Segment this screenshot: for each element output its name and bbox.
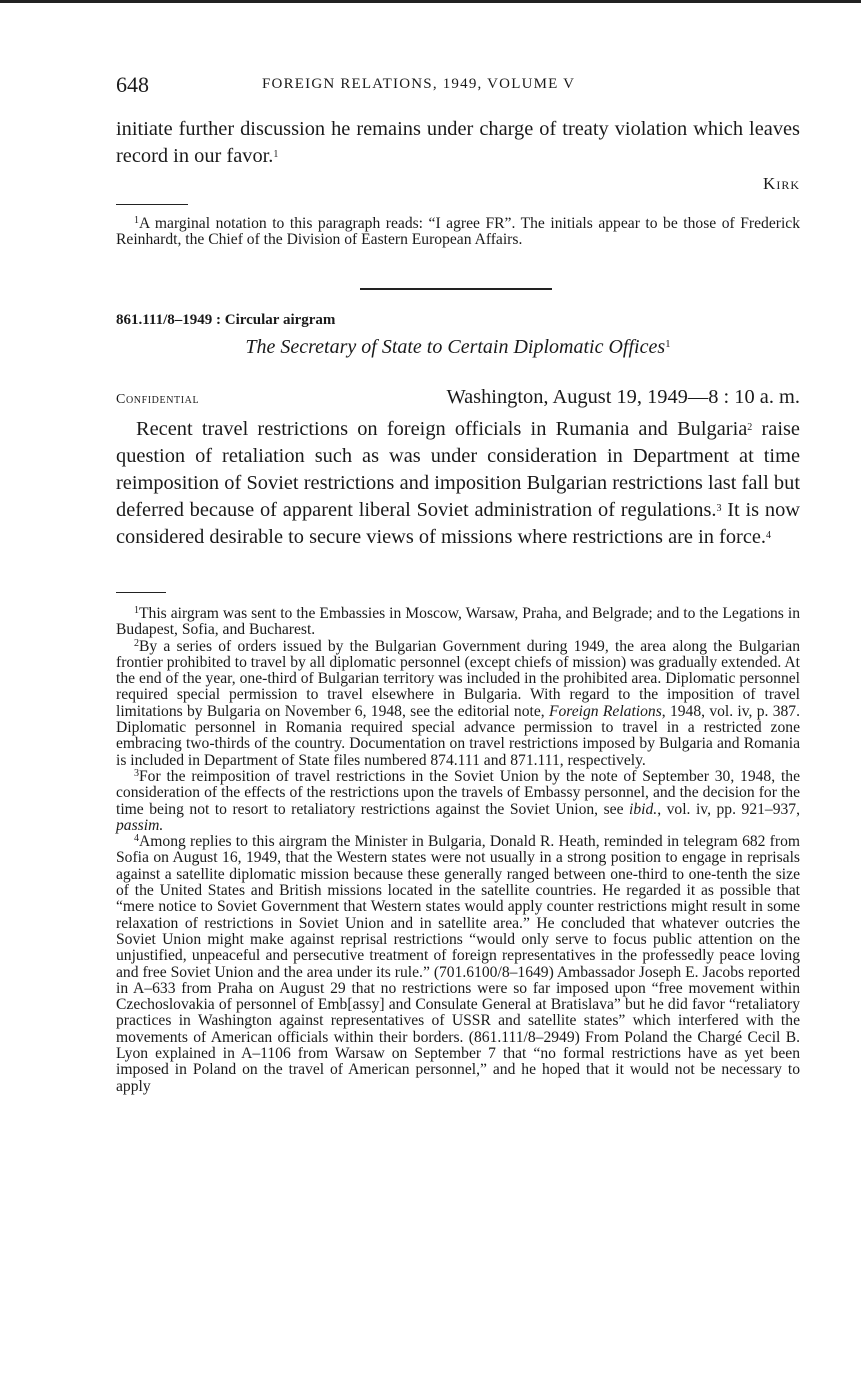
dateline — [116, 386, 800, 416]
document-title: The Secretary of State to Certain Diplomatic Offices$^1$ — [245, 336, 671, 358]
footnote-ref: 1 — [273, 149, 279, 160]
file-number: 861.111/8–1949 : Circular airgram — [116, 312, 336, 328]
continuation-paragraph: initiate further discussion he remains under charge of treaty violation which leaves record in our favor.$^1$ — [116, 118, 800, 167]
footnote-4: $^4$Among replies to this airgram the Minister in Bulgaria, Donald R. Heath, reminded in telegram 682 from Sofia on August 16, 1949, that the Western states were not usually in a strong position to engage in reprisals against a satellite diplomatic mission because these generally ranged between one-third to one-tenth the size of the United States and British missions located in the satellite countries. He regarded it as possible that “mere notice to Soviet Government that Western states would apply counter restrictions might result in some relaxation of restrictions in Soviet Union and in satellite area.” He concluded that whatever outcries the Soviet Union might make against reprisal restrictions “would only serve to focus public attention on the unjustified, unpeaceful and persecutive treatment of foreign representatives in the professedly peace loving and free Soviet Union and the area under its rule.” (701.6100/8–1649) Ambassador Joseph E. Jacobs reported in A–633 from Praha on August 29 that no restrictions were so far imposed upon “free movement within Czechoslovakia of personnel of Emb[assy] and Consulate General at Bratislava” but he did favor “retaliatory practices in Washington against representatives of USSR and satellite states” which interfered with the movements of American officials within their borders. (861.111/8–2949) From Poland the Chargé Cecil B. Lyon explained in A–1106 from Warsaw on September 7 that “no formal restrictions have as yet been imposed in Poland on the travel of American personnel,” and he hoped that it would not be necessary to apply — [116, 833, 800, 1095]
footnote-divider — [116, 592, 166, 593]
footnote-divider — [116, 204, 188, 205]
page-top-border — [0, 0, 861, 3]
page-header — [116, 72, 800, 100]
signature: Kirk — [763, 174, 800, 193]
page-number: 648 — [116, 72, 149, 97]
classification: Confidential — [116, 392, 200, 407]
footnote-ref: 1 — [665, 338, 671, 350]
running-head: FOREIGN RELATIONS, 1949, VOLUME V — [262, 76, 576, 92]
document-body — [116, 416, 800, 551]
footnote-1: $^1$This airgram was sent to the Embassies in Moscow, Warsaw, Praha, and Belgrade; and to the Legations in Budapest, Sofia, and Bucharest. — [116, 605, 800, 639]
previous-footnotes — [116, 216, 800, 249]
previous-document-continuation — [116, 116, 800, 170]
footnote: $^1$A marginal notation to this paragraph reads: “I agree FR”. The initials appear to be those of Frederick Reinhardt, the Chief of the Division of Eastern European Affairs. — [116, 215, 800, 249]
footnote-2: $^2$By a series of orders issued by the Bulgarian Government during 1949, the area along the Bulgarian frontier prohibited to travel by all diplomatic personnel (except chiefs of mission) was gradually extended. At the end of the year, one-third of Bulgarian territory was included in the prohibited area. Diplomatic personnel required special permission to travel elsewhere in Bulgaria. With regard to the imposition of travel limitations by Bulgaria on November 6, 1948, see the editorial note, Foreign Relations, 1948, vol. iv, p. 387. Diplomatic personnel in Romania required special advance permission to travel in a restricted zone embracing two-thirds of the country. Documentation on travel restrictions imposed by Bulgaria and Romania is included in Department of State files numbered 874.111 and 871.111, respectively. — [116, 637, 800, 769]
place-and-date: Washington, August 19, 1949—8 : 10 a. m. — [446, 386, 800, 408]
section-divider — [360, 288, 552, 290]
body-paragraph: Recent travel restrictions on foreign officials in Rumania and Bulgaria$^2$ raise question of retaliation such as was under consideration in Department at time reimposition of Soviet restrictions and imposition Bulgarian restrictions last fall but deferred because of apparent liberal Soviet administration of regulations.$^3$ It is now considered desirable to secure views of missions where restrictions are in force.$^4$ — [116, 418, 800, 548]
footnotes — [116, 606, 800, 1095]
footnote-3: $^3$For the reimposition of travel restrictions in the Soviet Union by the note of September 30, 1948, the consideration of the effects of the restrictions upon the travels of Embassy personnel, and the decision for the time being not to resort to retaliatory restrictions against the Soviet Union, see ibid., vol. iv, pp. 921–937, passim. — [116, 767, 801, 834]
